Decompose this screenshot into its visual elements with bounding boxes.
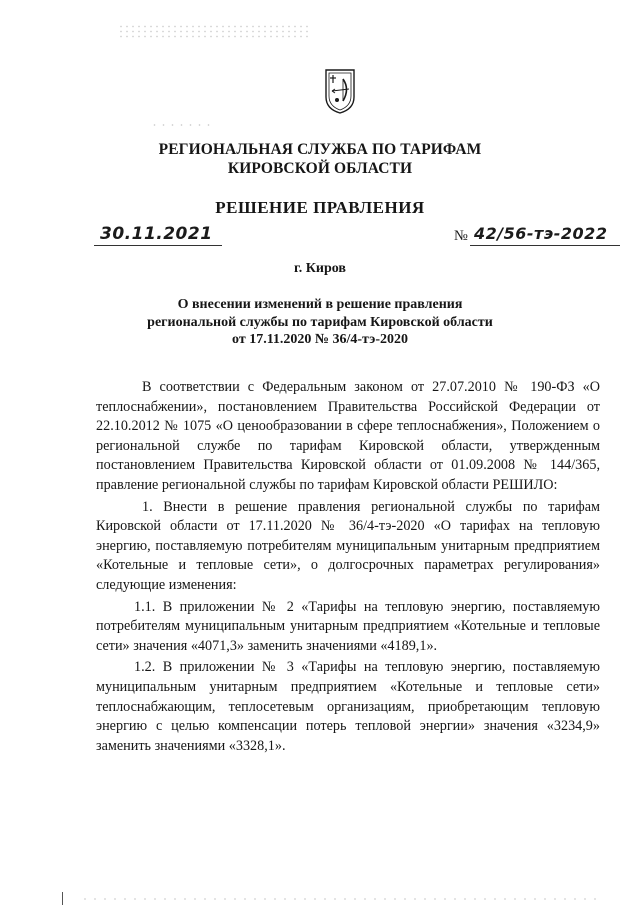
subject-line2: региональной службы по тарифам Кировской области [147,314,493,330]
item-1-paragraph: 1. Внести в решение правления региональной службы по тарифам Кировской области от 17.11.2020 № 36/4-тэ-2020 «О тарифах на тепловую энергию, поставляемую потребителям муниципальным унитарным предприятием «Котельные и тепловые сети», о долгосрочных параметрах регулирования» следующие изменения: [96,498,600,593]
scan-artifact [118,24,308,38]
number-label: № [454,228,468,244]
subject-line3: от 17.11.2020 № 36/4-тэ-2020 [232,332,408,347]
scan-artifact [80,898,600,900]
handwritten-date: 30.11.2021 [100,224,213,244]
date-underline [94,245,222,246]
kirov-oblast-coat-of-arms-icon [323,67,357,115]
scan-edge-mark [62,892,63,905]
document-subject [0,296,640,349]
number-underline [470,245,620,246]
organization-name [0,140,640,178]
subject-line1: О внесении изменений в решение правления [177,297,463,312]
handwritten-document-number: 42/56-тэ-2022 [474,224,608,243]
document-type-title: РЕШЕНИЕ ПРАВЛЕНИЯ [215,198,425,217]
preamble-paragraph: В соответствии с Федеральным законом от 27.07.2010 № 190-ФЗ «О теплоснабжении», постановлением Правительства Российской Федерации от 22.10.2012 № 1075 «О ценообразовании в сфере теплоснабжения», Положением о региональной службе по тарифам Кировской области, утвержденным постановлением Правительства Кировской области от 01.09.2008 № 144/365, правление региональной службы по тарифам Кировской области РЕШИЛО: [96,379,600,493]
item-1-1-paragraph: 1.1. В приложении № 2 «Тарифы на тепловую энергию, поставляемую потребителям муниципальным унитарным предприятием «Котельные и тепловые сети» значения «4071,3» заменить значениями «4189,1». [96,598,600,654]
document-body [96,378,600,756]
organization-name-line1: РЕГИОНАЛЬНАЯ СЛУЖБА ПО ТАРИФАМ [158,141,482,158]
item-1-2-paragraph: 1.2. В приложении № 3 «Тарифы на тепловую энергию, поставляемую муниципальным унитарным предприятием «Котельные и тепловые сети» теплоснабжающим, теплосетевым организациям, приобретающим тепловую энергию с целью компенсации потерь тепловой энергии» значения «3234,9» заменить значениями «3328,1». [96,659,600,754]
scan-artifact [150,122,210,128]
organization-name-line2: КИРОВСКОЙ ОБЛАСТИ [227,160,413,177]
city-line: г. Киров [294,261,346,276]
